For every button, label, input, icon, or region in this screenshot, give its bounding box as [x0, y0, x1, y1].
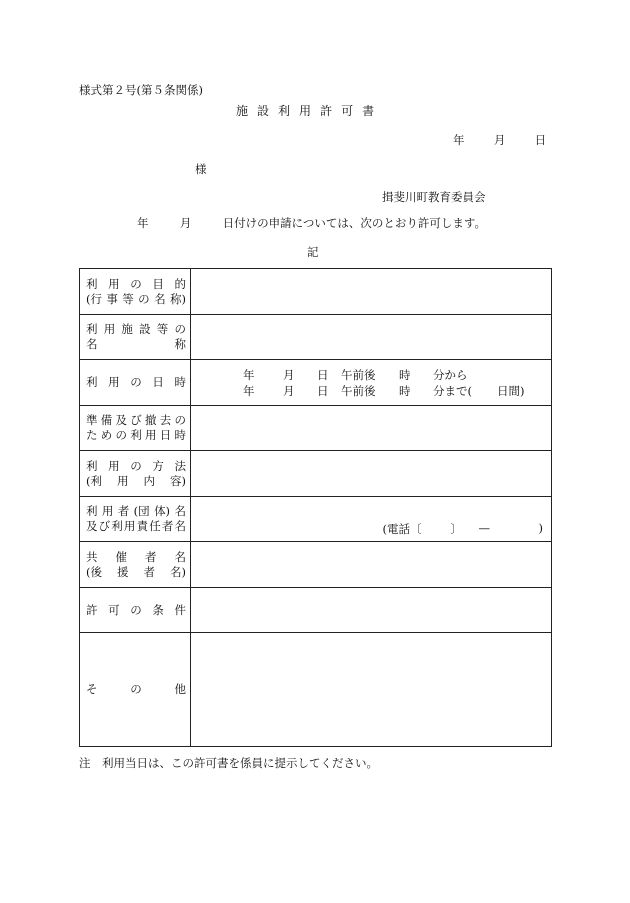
- addressee-suffix: 様: [195, 162, 207, 176]
- row-user: [80, 497, 552, 542]
- date-day: 日: [534, 133, 547, 147]
- field-other[interactable]: [191, 633, 552, 747]
- field-conditions[interactable]: [191, 588, 552, 633]
- row-purpose: [80, 269, 552, 315]
- field-user[interactable]: [191, 497, 552, 542]
- field-purpose[interactable]: [191, 269, 552, 315]
- datetime-from-line: 年 月 日 午前後 時 分から: [243, 367, 468, 382]
- label-other: そ の 他: [80, 633, 191, 747]
- date-month: 月: [493, 133, 506, 147]
- label-datetime: 利 用 の 日 時: [80, 360, 191, 406]
- label-cohost: 共 催 者 名 (後 援 者 名): [80, 542, 191, 588]
- label-purpose: 利 用 の 目 的 (行 事 等 の 名 称): [80, 269, 191, 315]
- row-other: [80, 633, 552, 747]
- field-prep[interactable]: [191, 406, 552, 451]
- row-facility: [80, 315, 552, 360]
- form-number: 様式第２号(第５条関係): [79, 83, 203, 97]
- row-cohost: [80, 542, 552, 588]
- phone-line: (電話〔 〕 — ): [382, 521, 543, 536]
- permission-statement: 年 月 日付けの申請については、次のとおり許可します。: [137, 216, 486, 230]
- row-datetime: [80, 360, 552, 406]
- date-year: 年: [453, 133, 465, 147]
- label-facility: 利 用 施 設 等 の 名 称: [80, 315, 191, 360]
- datetime-to-line: 年 月 日 午前後 時 分まで( 日間): [243, 383, 525, 398]
- issue-date-line: [453, 133, 546, 147]
- field-cohost[interactable]: [191, 542, 552, 588]
- issuer-name: 揖斐川町教育委員会: [382, 190, 486, 204]
- row-method: [80, 451, 552, 497]
- document-title: 施 設 利 用 許 可 書: [236, 104, 375, 118]
- ki-mark: 記: [307, 245, 319, 259]
- row-conditions: [80, 588, 552, 633]
- field-datetime[interactable]: [191, 360, 552, 406]
- field-method[interactable]: [191, 451, 552, 497]
- label-prep: 準 備 及 び 撤 去 の た め の 利 用 日 時: [80, 406, 191, 451]
- permit-form-table: [79, 268, 552, 747]
- footer-note: 注 利用当日は、この許可書を係員に提示してください。: [79, 756, 378, 770]
- label-method: 利 用 の 方 法 (利 用 内 容): [80, 451, 191, 497]
- label-user: 利 用 者 (団 体) 名 及 び 利 用 責 任 者 名: [80, 497, 191, 542]
- label-conditions: 許 可 の 条 件: [80, 588, 191, 633]
- field-facility[interactable]: [191, 315, 552, 360]
- row-prep: [80, 406, 552, 451]
